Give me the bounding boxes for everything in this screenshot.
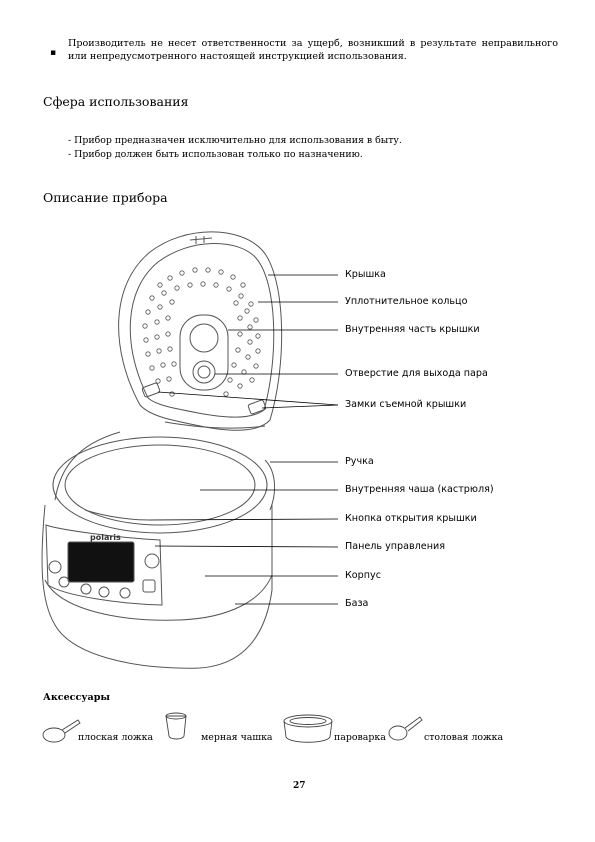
callout-seal-ring: Уплотнительное кольцо bbox=[345, 296, 468, 307]
accessories-heading: Аксессуары bbox=[43, 692, 111, 703]
scope-heading: Сфера использования bbox=[43, 94, 189, 109]
callout-control-panel: Панель управления bbox=[345, 541, 445, 552]
callout-inner-bowl: Внутренняя чаша (кастрюля) bbox=[345, 484, 494, 495]
page-number: 27 bbox=[293, 781, 306, 791]
accessory-label: столовая ложка bbox=[424, 732, 504, 743]
callout-base: База bbox=[345, 598, 369, 609]
callout-open-button: Кнопка открытия крышки bbox=[345, 513, 477, 524]
callout-lid-locks: Замки съемной крышки bbox=[345, 399, 467, 410]
steamer-icon bbox=[284, 715, 332, 742]
scope-item: - Прибор должен быть использован только по назначению. bbox=[68, 149, 363, 160]
description-heading: Описание прибора bbox=[43, 190, 168, 205]
flat-spoon-icon bbox=[43, 720, 80, 742]
measuring-cup-icon bbox=[166, 713, 186, 739]
callout-handle: Ручка bbox=[345, 456, 374, 467]
callout-inner-lid: Внутренняя часть крышки bbox=[345, 324, 480, 335]
accessory-label: плоская ложка bbox=[78, 732, 154, 743]
warning-text: Производитель не несет ответственности за ущерб, возникший в результате неправильного или непредусмотренного настоящей инструкцией использования. bbox=[68, 38, 558, 62]
callout-lid: Крышка bbox=[345, 269, 386, 280]
callout-body: Корпус bbox=[345, 570, 381, 581]
brand-logo: polaris bbox=[90, 533, 121, 542]
callout-steam-vent: Отверстие для выхода пара bbox=[345, 368, 488, 379]
scope-item: - Прибор предназначен исключительно для использования в быту. bbox=[68, 135, 402, 146]
accessory-label: пароварка bbox=[334, 732, 386, 743]
warning-bullet: ▪ bbox=[50, 48, 57, 58]
soup-spoon-icon bbox=[389, 717, 422, 740]
accessory-label: мерная чашка bbox=[201, 732, 273, 743]
